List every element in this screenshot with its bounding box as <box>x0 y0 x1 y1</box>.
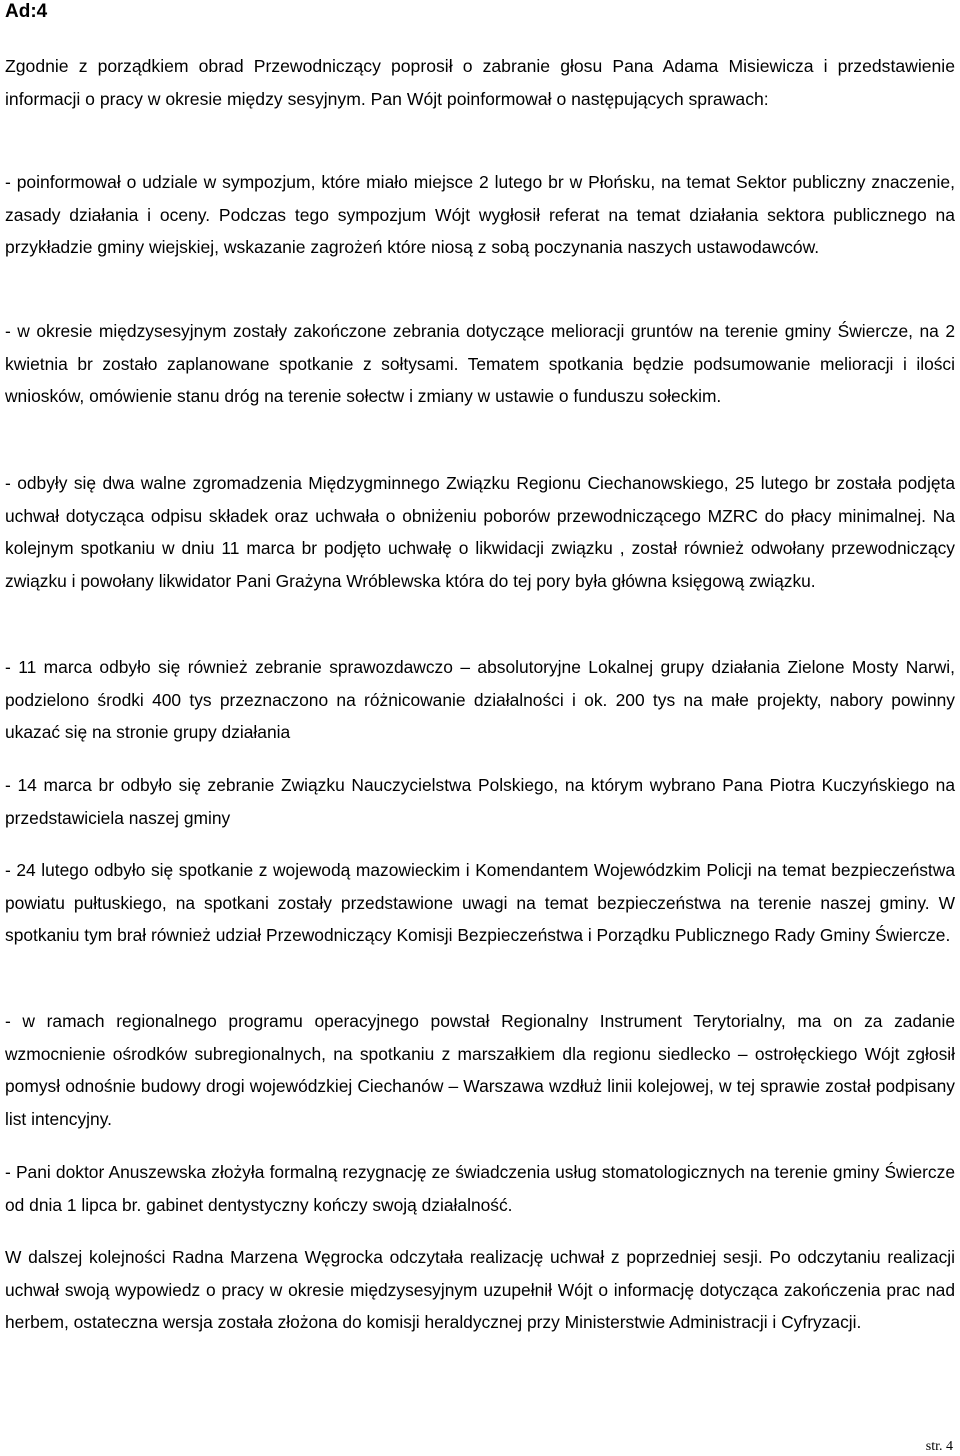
paragraph-melioracja: - w okresie międzysesyjnym zostały zakończone zebrania dotyczące melioracji gruntów na terenie gminy Świercze, na 2 kwietnia br zostało zaplanowane spotkanie z sołtysami. Tematem spotkania będzie podsumowanie melioracji i ilości wniosków, omówienie stanu dróg na terenie sołectw i zmiany w ustawie o funduszu sołeckim. <box>5 321 955 407</box>
paragraph-wojewoda: - 24 lutego odbyło się spotkanie z wojewodą mazowieckim i Komendantem Wojewódzkim Policji na temat bezpieczeństwa powiatu pułtuskiego, na spotkani zostały przedstawione uwagi na temat bezpieczeństwa na terenie naszej gminy. W spotkaniu tym brał również udział Przewodniczący Komisji Bezpieczeństwa i Porządku Publicznego Rady Gminy Świercze. <box>5 860 955 946</box>
page-number: str. 4 <box>925 1439 953 1454</box>
paragraph-realizacja-uchwal: W dalszej kolejności Radna Marzena Węgrocka odczytała realizację uchwał z poprzedniej sesji. Po odczytaniu realizacji uchwał swoją wypowiedz o pracy w okresie międzysesyjnym uzupełnił Wójt o informację dotycząca zakończenia prac nad herbem, ostateczna wersja została złożona do komisji heraldycznej przy Ministerstwie Administracji i Cyfryzacji. <box>5 1247 955 1333</box>
document-page <box>5 0 955 1456</box>
paragraph-intro: Zgodnie z porządkiem obrad Przewodniczący poprosił o zabranie głosu Pana Adama Misiewicza i przedstawienie informacji o pracy w okresie między sesyjnym. Pan Wójt poinformował o następujących sprawach: <box>5 56 955 109</box>
paragraph-znp: - 14 marca br odbyło się zebranie Związku Nauczycielstwa Polskiego, na którym wybrano Pana Piotra Kuczyńskiego na przedstawiciela naszej gminy <box>5 775 955 828</box>
section-heading: Ad:4 <box>5 1 48 22</box>
paragraph-stomatolog: - Pani doktor Anuszewska złożyła formalną rezygnację ze świadczenia usług stomatologicznych na terenie gminy Świercze od dnia 1 lipca br. gabinet dentystyczny kończy swoją działalność. <box>5 1162 955 1215</box>
paragraph-mzrc: - odbyły się dwa walne zgromadzenia Międzygminnego Związku Regionu Ciechanowskiego, 25 lutego br została podjęta uchwał dotycząca odpisu składek oraz uchwała o obniżeniu poborów przewodniczącego MZRC do płacy minimalnej. Na kolejnym spotkaniu w dniu 11 marca br podjęto uchwałę o likwidacji związku , został również odwołany przewodniczący związku i powołany likwidator Pani Grażyna Wróblewska która do tej pory była główna księgową związku. <box>5 473 955 591</box>
paragraph-lgd: - 11 marca odbyło się również zebranie sprawozdawczo – absolutoryjne Lokalnej grupy działania Zielone Mosty Narwi, podzielono środki 400 tys przeznaczono na różnicowanie działalności i ok. 200 tys na małe projekty, nabory powinny ukazać się na stronie grupy działania <box>5 657 955 743</box>
paragraph-rit: - w ramach regionalnego programu operacyjnego powstał Regionalny Instrument Terytorialny, ma on za zadanie wzmocnienie ośrodków subregionalnych, na spotkaniu z marszałkiem dla regionu siedlecko – ostrołęckiego Wójt zgłosił pomysł odnośnie budowy drogi wojewódzkiej Ciechanów – Warszawa wzdłuż linii kolejowej, w tej sprawie został podpisany list intencyjny. <box>5 1011 955 1129</box>
paragraph-sympozjum: - poinformował o udziale w sympozjum, które miało miejsce 2 lutego br w Płońsku, na temat Sektor publiczny znaczenie, zasady działania i oceny. Podczas tego sympozjum Wójt wygłosił referat na temat działania sektora publicznego na przykładzie gminy wiejskiej, wskazanie zagrożeń które niosą z sobą poczynania naszych ustawodawców. <box>5 172 955 258</box>
